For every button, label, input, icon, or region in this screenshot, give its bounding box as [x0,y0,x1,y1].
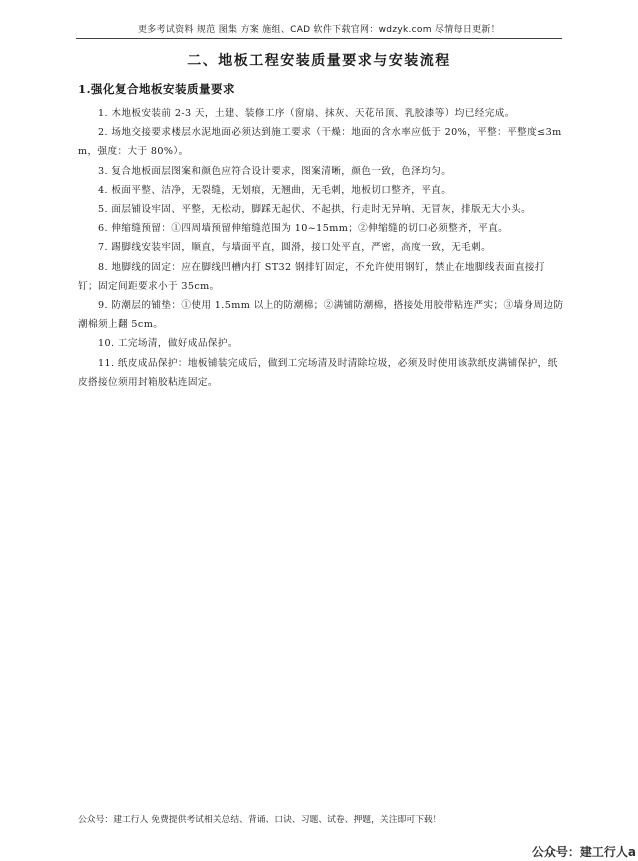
requirement-item: 3. 复合地板面层图案和颜色应符合设计要求，图案清晰，颜色一致，色泽均匀。 [98,165,452,177]
requirement-item: 4. 板面平整、洁净，无裂缝，无划痕，无翘曲，无毛刺，地板切口整齐，平直。 [98,184,452,196]
document-title: 二、地板工程安装质量要求与安装流程 [187,53,451,69]
requirement-item: 9. 防潮层的铺垫：①使用 1.5mm 以上的防潮棉；②满铺防潮棉，搭接处用胶带粘连严实；③墙身周边防潮棉须上翻 5cm。 [78,300,564,331]
requirements-list [78,104,564,392]
requirement-item: 10. 工完场清，做好成品保护。 [98,338,238,350]
requirement-item: 5. 面层铺设牢固、平整，无松动，脚踩无起伏、不起拱，行走时无异响、无冒灰，排版无大小头。 [98,204,532,216]
footer-note: 公众号：建工行人 免费提供考试相关总结、背诵、口诀、习题、试卷、押题，关注即可下载！ [78,815,442,825]
requirement-item: 7. 踢脚线安装牢固，顺直，与墙面平直，圆滑，接口处平直，严密，高度一致，无毛刺。 [98,242,492,254]
site-header: 更多考试资料 规范 图集 方案 施组、CAD 软件下载官网：wdzyk.com 尽情每日更新！ [137,25,501,35]
header-divider [76,38,562,39]
section-title: 1.强化复合地板安装质量要求 [78,82,236,96]
requirement-item: 6. 伸缩缝预留：①四周墙预留伸缩缝范围为 10~15mm；②伸缩缝的切口必须整齐，平直。 [98,223,509,235]
requirement-item: 2. 场地交接要求楼层水泥地面必须达到施工要求（干燥：地面的含水率应低于 20%，平整：平整度≤3mm，强度：大于 80%）。 [78,127,562,158]
requirement-item: 8. 地脚线的固定：应在脚线凹槽内打 ST32 钢排钉固定，不允许使用钢钉，禁止在地脚线表面直接打钉；固定间距要求小于 35cm。 [78,261,545,292]
requirement-item: 11. 纸皮成品保护：地板铺装完成后，做到工完场清及时清除垃圾，必须及时使用该款纸皮满铺保护，纸皮搭接位须用封箱胶粘连固定。 [78,357,558,388]
requirement-item: 1. 木地板安装前 2-3 天，土建、装修工序（窗扇、抹灰、天花吊顶、乳胶漆等）均已经完成。 [98,108,515,119]
account-watermark: 公众号：建工行人a [531,845,636,859]
